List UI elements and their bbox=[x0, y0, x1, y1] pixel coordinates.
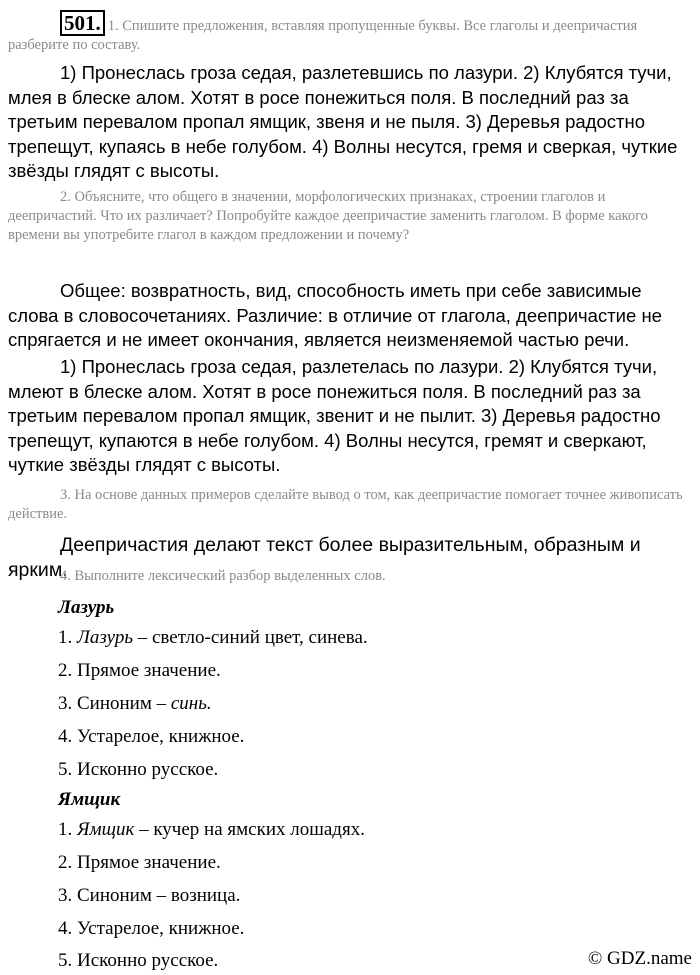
list-item: 4. Устарелое, книжное. bbox=[58, 918, 245, 939]
list-item: 5. Исконно русское. bbox=[58, 950, 219, 971]
exercise-number: 501. bbox=[60, 10, 105, 36]
copyright: © GDZ.name bbox=[587, 948, 692, 969]
list-item: 2. Прямое значение. bbox=[58, 852, 221, 873]
list-item: 2. Прямое значение. bbox=[58, 660, 221, 681]
task-4: 4. Выполните лексический разбор выделенных слов. bbox=[60, 568, 386, 584]
task-1 bbox=[8, 10, 692, 55]
answer-2a: Общее: возвратность, вид, способность иметь при себе зависимые слова в словосочетаниях. Различие: в отличие от глагола, деепричастие не спрягается и не имеет окончания, является неизменяемой частью речи. bbox=[8, 280, 662, 350]
task-3: 3. На основе данных примеров сделайте вывод о том, как деепричастие помогает точнее живописать действие. bbox=[8, 487, 683, 522]
list-item: 1. Ямщик – кучер на ямских лошадях. bbox=[58, 819, 365, 840]
list-item: 4. Устарелое, книжное. bbox=[58, 726, 245, 747]
word-heading-yamshchik: Ямщик bbox=[58, 789, 121, 810]
word-heading-lazur: Лазурь bbox=[58, 597, 115, 618]
answer-3: Деепричастия делают текст более выразительным, образным и ярким. bbox=[8, 534, 641, 581]
list-item: 3. Синоним – возница. bbox=[58, 885, 241, 906]
task-2: 2. Объясните, что общего в значении, морфологических признаках, строении глаголов и деепричастий. Что их различает? Попробуйте каждое деепричастие заменить глаголом. В форме какого времени вы употребите глагол в каждом предложении и почему? bbox=[8, 189, 648, 243]
task-1-text: 1. Спишите предложения, вставляя пропущенные буквы. Все глаголы и деепричастия разберите по составу. bbox=[8, 18, 638, 53]
list-item: 3. Синоним – синь. bbox=[58, 693, 212, 714]
list-item: 5. Исконно русское. bbox=[58, 759, 219, 780]
text-1: 1) Пронеслась гроза седая, разлетевшись по лазури. 2) Клубятся тучи, млея в блеске алом. Хотят в росе понежиться поля. В последний раз за третьим перевалом пропал ямщик, звеня и не пыля. 3) Деревья радостно трепещут, купаясь в небе голубом. 4) Волны несутся, гремя и сверкая, чуткие звёзды глядят с высоты. bbox=[8, 62, 678, 181]
answer-2b: 1) Пронеслась гроза седая, разлетелась по лазури. 2) Клубятся тучи, млеют в блеске алом. Хотят в росе понежиться поля. В последний раз за третьим перевалом пропал ямщик, звенит и не пылит. 3) Деревья радостно трепещут, купаются в небе голубом. 4) Волны несутся, гремят и сверкают, чуткие звёзды глядят с высоты. bbox=[8, 356, 661, 475]
list-item: 1. Лазурь – светло-синий цвет, синева. bbox=[58, 627, 368, 648]
